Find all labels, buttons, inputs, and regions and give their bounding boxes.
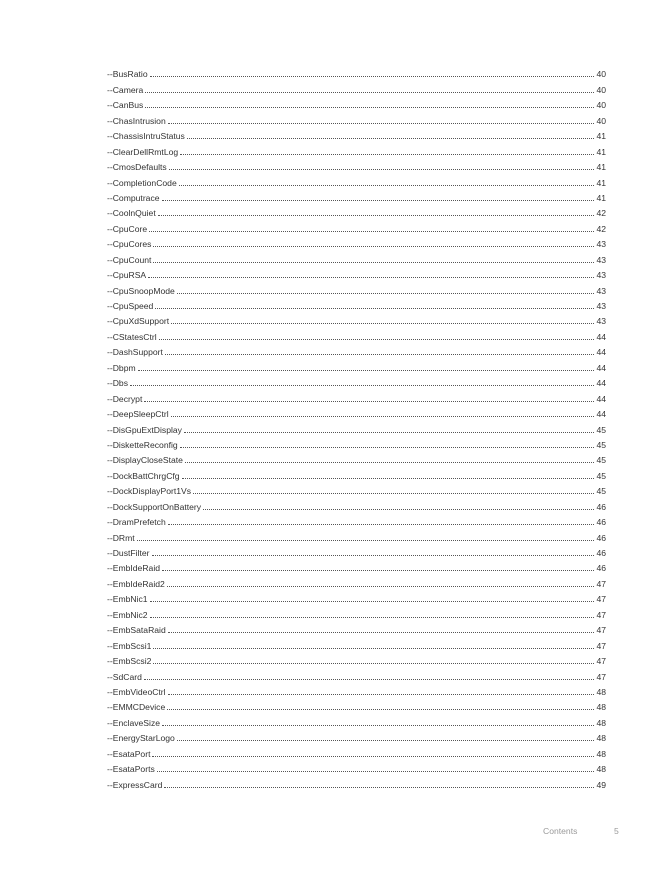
toc-entry[interactable]: [107, 465, 606, 480]
toc-entry-label: --CpuRSA: [107, 270, 147, 281]
toc-dot-leader: [162, 569, 594, 571]
toc-dot-leader: [164, 786, 594, 788]
toc-entry-label: --EmbIdeRaid2: [107, 578, 165, 589]
toc-entry[interactable]: [107, 774, 606, 789]
toc-entry[interactable]: [107, 666, 606, 681]
toc-entry[interactable]: [107, 620, 606, 635]
toc-entry-label: --SdCard: [107, 671, 142, 682]
toc-entry-page-number: 42: [596, 208, 606, 219]
toc-dot-leader: [152, 554, 595, 556]
table-of-contents: [107, 64, 606, 790]
toc-entry-label: --CmosDefaults: [107, 162, 167, 173]
toc-entry-label: --ExpressCard: [107, 779, 163, 790]
toc-entry-page-number: 43: [596, 254, 606, 265]
toc-entry-label: --ChasIntrusion: [107, 115, 166, 126]
toc-dot-leader: [180, 153, 594, 155]
toc-entry[interactable]: [107, 126, 606, 141]
toc-dot-leader: [167, 708, 594, 710]
toc-entry-page-number: 44: [596, 362, 606, 373]
toc-entry-page-number: 45: [596, 424, 606, 435]
toc-entry[interactable]: [107, 573, 606, 588]
toc-entry-page-number: 48: [596, 764, 606, 775]
footer-section-title: Contents: [543, 826, 578, 836]
toc-entry-label: --Computrace: [107, 192, 160, 203]
toc-entry-label: --CoolnQuiet: [107, 208, 156, 219]
toc-entry-label: --DockSupportOnBattery: [107, 501, 202, 512]
toc-entry-page-number: 47: [596, 594, 606, 605]
toc-entry-page-number: 40: [596, 115, 606, 126]
toc-entry-page-number: 47: [596, 640, 606, 651]
toc-entry-label: --EmbVideoCtrl: [107, 686, 166, 697]
toc-dot-leader: [150, 616, 595, 618]
toc-entry[interactable]: [107, 527, 606, 542]
toc-dot-leader: [177, 739, 595, 741]
toc-entry[interactable]: [107, 419, 606, 434]
toc-entry-label: --EmbSataRaid: [107, 625, 166, 636]
toc-entry-page-number: 41: [596, 162, 606, 173]
toc-entry[interactable]: [107, 589, 606, 604]
toc-entry-page-number: 45: [596, 455, 606, 466]
toc-entry-page-number: 45: [596, 439, 606, 450]
toc-dot-leader: [168, 523, 595, 525]
toc-entry-page-number: 41: [596, 177, 606, 188]
toc-entry[interactable]: [107, 512, 606, 527]
toc-dot-leader: [130, 384, 594, 386]
toc-entry-label: --Camera: [107, 84, 144, 95]
page-footer: [0, 826, 661, 838]
toc-entry-label: --EMMCDevice: [107, 702, 166, 713]
toc-entry-label: --EnclaveSize: [107, 717, 161, 728]
toc-dot-leader: [144, 400, 594, 402]
toc-entry[interactable]: [107, 188, 606, 203]
toc-entry-page-number: 41: [596, 192, 606, 203]
toc-entry[interactable]: [107, 280, 606, 295]
toc-entry-label: --EsataPorts: [107, 764, 155, 775]
toc-dot-leader: [177, 292, 595, 294]
toc-entry[interactable]: [107, 558, 606, 573]
toc-dot-leader: [157, 770, 595, 772]
toc-entry-page-number: 46: [596, 501, 606, 512]
toc-entry-label: --EnergyStarLogo: [107, 733, 175, 744]
toc-entry[interactable]: [107, 481, 606, 496]
toc-entry-page-number: 40: [596, 84, 606, 95]
toc-entry[interactable]: [107, 357, 606, 372]
toc-entry-label: --CStatesCtrl: [107, 331, 157, 342]
toc-entry-label: --Dbs: [107, 378, 129, 389]
toc-dot-leader: [179, 184, 595, 186]
toc-dot-leader: [159, 338, 595, 340]
toc-entry[interactable]: [107, 404, 606, 419]
toc-dot-leader: [162, 724, 594, 726]
toc-entry[interactable]: [107, 604, 606, 619]
toc-entry[interactable]: [107, 157, 606, 172]
toc-dot-leader: [167, 585, 595, 587]
toc-entry-page-number: 47: [596, 656, 606, 667]
toc-entry-page-number: 44: [596, 331, 606, 342]
toc-dot-leader: [171, 322, 594, 324]
toc-entry-page-number: 46: [596, 532, 606, 543]
toc-entry[interactable]: [107, 79, 606, 94]
toc-entry-label: --CpuXdSupport: [107, 316, 170, 327]
toc-entry[interactable]: [107, 203, 606, 218]
toc-entry[interactable]: [107, 326, 606, 341]
toc-entry[interactable]: [107, 712, 606, 727]
toc-entry-page-number: 43: [596, 285, 606, 296]
toc-entry-page-number: 40: [596, 69, 606, 80]
toc-dot-leader: [153, 261, 594, 263]
toc-entry[interactable]: [107, 697, 606, 712]
toc-entry-label: --EmbNic1: [107, 594, 148, 605]
toc-entry-page-number: 47: [596, 609, 606, 620]
toc-dot-leader: [153, 647, 594, 649]
toc-entry-page-number: 48: [596, 702, 606, 713]
toc-entry[interactable]: [107, 296, 606, 311]
toc-entry-label: --EsataPort: [107, 748, 151, 759]
toc-entry[interactable]: [107, 388, 606, 403]
toc-dot-leader: [171, 415, 595, 417]
toc-entry-label: --CpuCores: [107, 239, 152, 250]
toc-dot-leader: [150, 600, 595, 602]
toc-entry[interactable]: [107, 759, 606, 774]
toc-dot-leader: [153, 662, 594, 664]
toc-dot-leader: [149, 230, 594, 232]
toc-dot-leader: [162, 199, 595, 201]
toc-entry-page-number: 43: [596, 270, 606, 281]
toc-entry-page-number: 46: [596, 563, 606, 574]
toc-dot-leader: [180, 446, 595, 448]
toc-entry-label: --ChassisIntruStatus: [107, 131, 185, 142]
toc-dot-leader: [168, 122, 595, 124]
toc-entry-label: --DramPrefetch: [107, 517, 166, 528]
toc-dot-leader: [150, 75, 595, 77]
toc-entry-label: --EmbNic2: [107, 609, 148, 620]
toc-entry-label: --CompletionCode: [107, 177, 177, 188]
toc-entry-page-number: 48: [596, 748, 606, 759]
toc-entry-page-number: 44: [596, 393, 606, 404]
toc-entry-label: --DRmt: [107, 532, 135, 543]
toc-entry-page-number: 43: [596, 301, 606, 311]
toc-entry-page-number: 43: [596, 239, 606, 250]
footer-page-number: 5: [614, 826, 619, 836]
toc-entry-label: --DisketteReconfig: [107, 439, 178, 450]
toc-dot-leader: [185, 461, 594, 463]
toc-entry[interactable]: [107, 249, 606, 264]
toc-entry-label: --EmbIdeRaid: [107, 563, 161, 574]
toc-entry[interactable]: [107, 635, 606, 650]
toc-entry-label: --DustFilter: [107, 548, 150, 558]
toc-dot-leader: [153, 245, 594, 247]
toc-entry-page-number: 48: [596, 686, 606, 697]
toc-entry[interactable]: [107, 172, 606, 187]
toc-entry-label: --DashSupport: [107, 347, 163, 358]
toc-entry[interactable]: [107, 682, 606, 697]
toc-entry[interactable]: [107, 450, 606, 465]
toc-entry-label: --Dbpm: [107, 362, 136, 373]
toc-entry-page-number: 46: [596, 517, 606, 528]
toc-entry[interactable]: [107, 728, 606, 743]
toc-entry-label: --DeepSleepCtrl: [107, 409, 169, 420]
toc-dot-leader: [187, 137, 595, 139]
toc-entry[interactable]: [107, 543, 606, 558]
toc-entry[interactable]: [107, 141, 606, 156]
toc-entry-page-number: 44: [596, 409, 606, 420]
toc-entry-label: --EmbScsi1: [107, 640, 152, 651]
toc-entry-label: --Decrypt: [107, 393, 143, 404]
toc-dot-leader: [155, 307, 594, 309]
toc-dot-leader: [137, 539, 595, 541]
toc-entry-page-number: 48: [596, 717, 606, 728]
toc-dot-leader: [182, 477, 595, 479]
toc-dot-leader: [168, 631, 595, 633]
toc-dot-leader: [168, 693, 595, 695]
toc-entry-label: --CpuSnoopMode: [107, 285, 175, 296]
toc-entry[interactable]: [107, 265, 606, 280]
toc-entry-page-number: 41: [596, 146, 606, 157]
toc-entry[interactable]: [107, 95, 606, 110]
toc-dot-leader: [145, 106, 594, 108]
toc-entry-page-number: 45: [596, 470, 606, 481]
toc-entry-label: --BusRatio: [107, 69, 148, 80]
toc-dot-leader: [169, 168, 595, 170]
toc-dot-leader: [144, 678, 595, 680]
toc-dot-leader: [193, 492, 594, 494]
toc-entry-page-number: 47: [596, 625, 606, 636]
toc-entry[interactable]: [107, 651, 606, 666]
toc-entry-label: --ClearDellRmtLog: [107, 146, 179, 157]
toc-entry[interactable]: [107, 743, 606, 758]
toc-entry-page-number: 47: [596, 578, 606, 589]
toc-dot-leader: [152, 755, 594, 757]
toc-dot-leader: [184, 431, 594, 433]
toc-entry-page-number: 40: [596, 100, 606, 111]
toc-entry-label: --CpuCount: [107, 254, 152, 265]
toc-dot-leader: [148, 276, 594, 278]
toc-entry-label: --CanBus: [107, 100, 144, 111]
toc-entry[interactable]: [107, 342, 606, 357]
toc-entry-page-number: 47: [596, 671, 606, 682]
toc-entry-label: --CpuSpeed: [107, 301, 154, 311]
toc-entry[interactable]: [107, 110, 606, 125]
toc-entry-page-number: 45: [596, 486, 606, 497]
toc-entry-page-number: 44: [596, 347, 606, 358]
toc-entry-label: --DisplayCloseState: [107, 455, 183, 466]
toc-entry[interactable]: [107, 496, 606, 511]
toc-entry-page-number: 43: [596, 316, 606, 327]
toc-entry-label: --DisGpuExtDisplay: [107, 424, 182, 435]
toc-entry-page-number: 42: [596, 223, 606, 234]
toc-entry-page-number: 49: [596, 779, 606, 790]
toc-dot-leader: [145, 91, 594, 93]
toc-entry[interactable]: [107, 373, 606, 388]
toc-dot-leader: [158, 214, 595, 216]
toc-entry-label: --DockBattChrgCfg: [107, 470, 180, 481]
toc-entry[interactable]: [107, 435, 606, 450]
toc-entry-page-number: 46: [596, 548, 606, 558]
toc-entry-label: --CpuCore: [107, 223, 148, 234]
toc-entry-page-number: 44: [596, 378, 606, 389]
toc-dot-leader: [165, 353, 595, 355]
toc-entry-label: --DockDisplayPort1Vs: [107, 486, 192, 497]
toc-entry-label: --EmbScsi2: [107, 656, 152, 667]
toc-entry[interactable]: [107, 64, 606, 79]
toc-entry[interactable]: [107, 311, 606, 326]
toc-dot-leader: [203, 508, 594, 510]
toc-dot-leader: [138, 369, 595, 371]
toc-entry-page-number: 41: [596, 131, 606, 142]
toc-entry-page-number: 48: [596, 733, 606, 744]
toc-entry[interactable]: [107, 234, 606, 249]
toc-entry[interactable]: [107, 218, 606, 233]
